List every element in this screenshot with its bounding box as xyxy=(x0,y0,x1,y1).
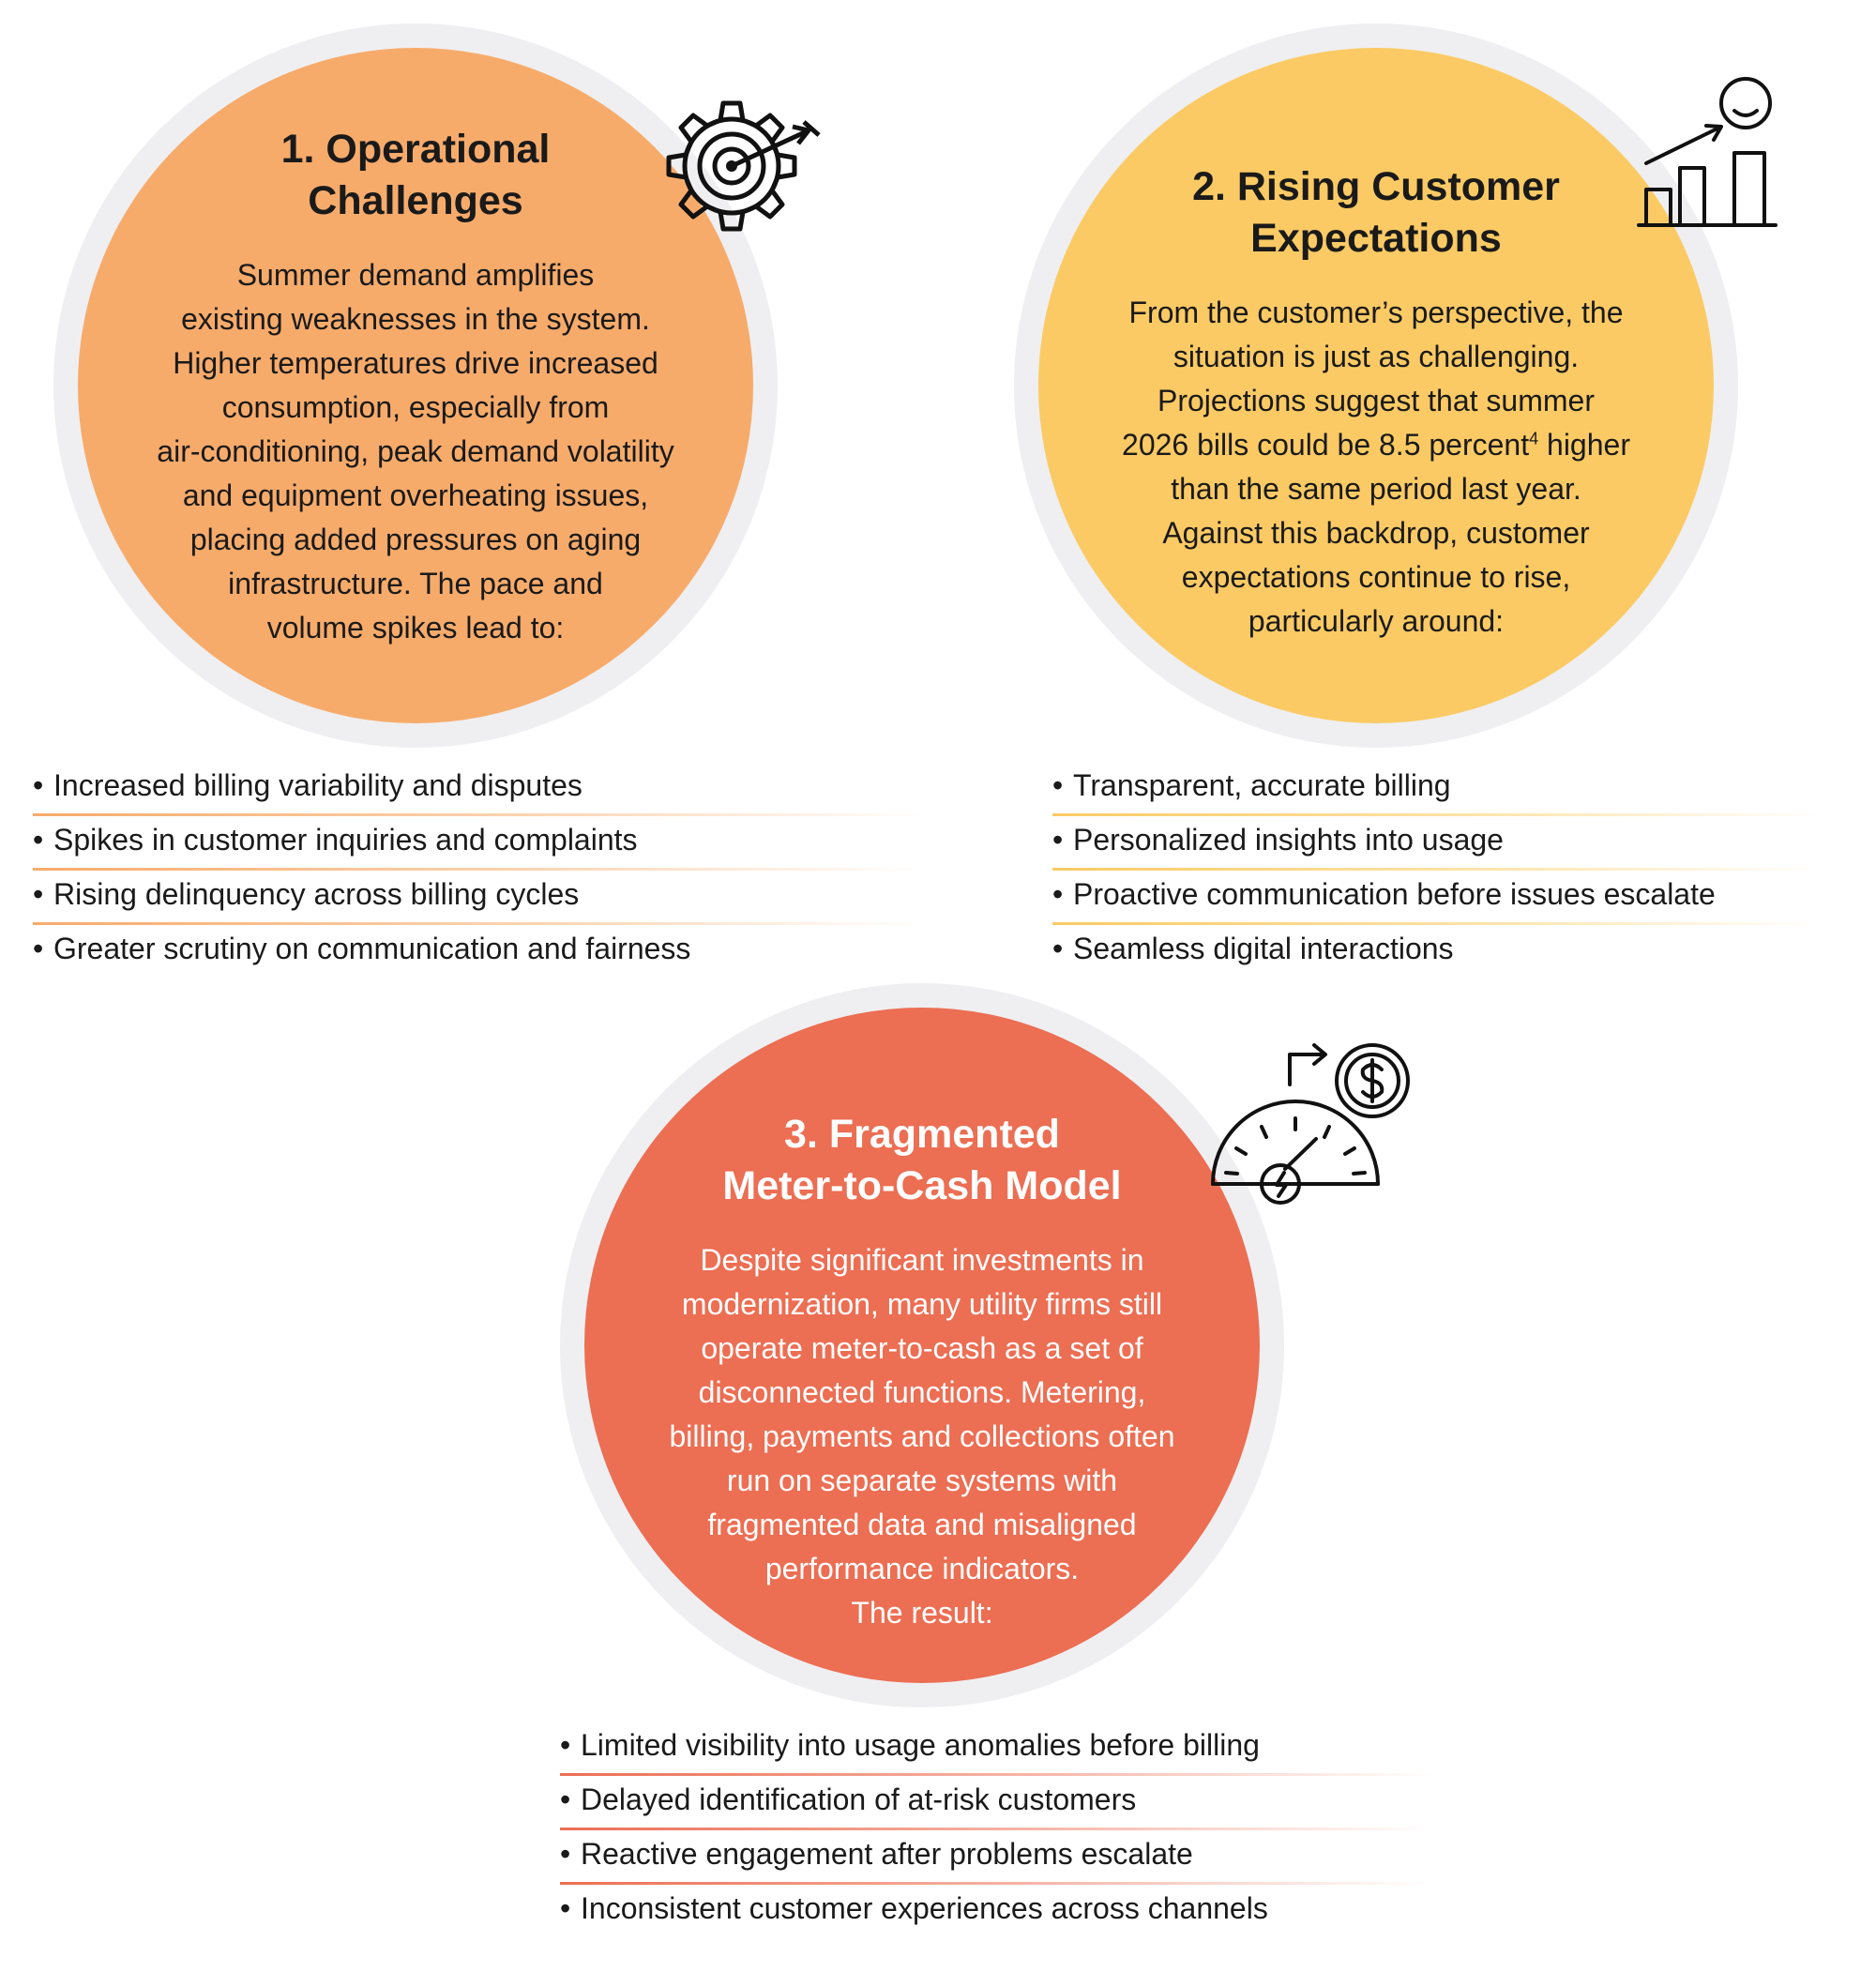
section-3-title xyxy=(594,1109,1250,1212)
section-1-body-line: placing added pressures on aging xyxy=(189,523,642,556)
list-item xyxy=(1052,816,1822,871)
list-item-text: Proactive communication before issues escalate xyxy=(1073,877,1716,911)
section-3-body-line: performance indicators. xyxy=(764,1552,1080,1585)
section-2-body-line: expectations continue to rise, xyxy=(1181,560,1571,594)
list-item xyxy=(33,762,924,816)
growth-chart-smiley-icon xyxy=(1637,75,1787,235)
list-item xyxy=(33,925,924,979)
section-1-bullets xyxy=(33,762,924,979)
section-1-body xyxy=(87,253,744,650)
section-1-body-line: infrastructure. The pace and xyxy=(228,567,603,600)
section-1-body-line: volume spikes lead to: xyxy=(266,611,565,645)
section-3-body-line: modernization, many utility firms still xyxy=(681,1287,1163,1321)
section-3-content xyxy=(594,1109,1250,1635)
list-item-text: Reactive engagement after problems escalate xyxy=(581,1837,1193,1871)
section-2-body-line: particularly around: xyxy=(1248,604,1505,638)
section-2-body-line-text: 2026 bills could be 8.5 percent xyxy=(1122,428,1530,462)
footnote-ref: 4 xyxy=(1529,429,1539,448)
section-2-body-line: situation is just as challenging. xyxy=(1172,340,1580,373)
section-3-body-line: billing, payments and collections often xyxy=(669,1419,1175,1453)
list-item xyxy=(33,816,924,871)
section-3-body-line: run on separate systems with xyxy=(726,1464,1118,1497)
list-item-text: Spikes in customer inquiries and complaints xyxy=(53,823,638,857)
list-item-text: Rising delinquency across billing cycles xyxy=(53,877,580,911)
section-1-body-line: Summer demand amplifies xyxy=(236,258,595,292)
section-2-body-line xyxy=(1048,423,1704,467)
section-2-content xyxy=(1048,161,1704,644)
list-item-text: Increased billing variability and disputes xyxy=(53,768,582,802)
list-item xyxy=(33,871,924,925)
section-1-body-line: and equipment overheating issues, xyxy=(182,478,649,512)
section-1-body-line: air-conditioning, peak demand volatility xyxy=(157,434,674,468)
section-1-body-line: Higher temperatures drive increased xyxy=(173,346,658,380)
list-item-text: Delayed identification of at-risk customers xyxy=(581,1782,1137,1816)
list-item xyxy=(1052,762,1822,816)
list-item xyxy=(560,1830,1432,1885)
meter-dollar-icon xyxy=(1205,1032,1421,1220)
section-3-body-line: disconnected functions. Metering, xyxy=(698,1375,1146,1409)
section-2-body-line: Projections suggest that summer xyxy=(1157,384,1595,417)
section-2-body xyxy=(1048,291,1704,644)
section-1-title-line: Challenges xyxy=(308,178,523,223)
gear-target-icon xyxy=(643,94,830,253)
section-3-body-line: The result: xyxy=(851,1596,993,1630)
list-item xyxy=(560,1885,1432,1939)
list-item-text: Seamless digital interactions xyxy=(1073,932,1454,965)
list-item xyxy=(1052,871,1822,925)
section-2-body-line: Against this backdrop, customer xyxy=(1162,516,1590,550)
section-2-title xyxy=(1048,161,1704,265)
list-item xyxy=(1052,925,1822,979)
section-2-title-line: Expectations xyxy=(1250,216,1502,261)
section-1-title-line: 1. Operational xyxy=(280,127,551,172)
list-item xyxy=(560,1722,1432,1776)
list-item-text: Inconsistent customer experiences across channels xyxy=(581,1891,1268,1925)
section-2-body-line: than the same period last year. xyxy=(1171,472,1581,506)
list-item-text: Personalized insights into usage xyxy=(1073,823,1504,857)
section-2-body-line-tail: higher xyxy=(1538,428,1630,462)
list-item-text: Greater scrutiny on communication and fairness xyxy=(53,932,691,965)
list-item-text: Transparent, accurate billing xyxy=(1073,768,1451,802)
section-1-body-line: consumption, especially from xyxy=(221,390,610,424)
list-item xyxy=(560,1776,1432,1830)
section-3-title-line: 3. Fragmented xyxy=(784,1112,1060,1157)
section-2-body-line: From the customer’s perspective, the xyxy=(1128,296,1624,329)
list-item-text: Limited visibility into usage anomalies before billing xyxy=(581,1728,1260,1762)
section-3-body-line: operate meter-to-cash as a set of xyxy=(701,1331,1143,1365)
section-3-body-line: fragmented data and misaligned xyxy=(707,1508,1137,1541)
section-3-body-line: Despite significant investments in xyxy=(700,1243,1144,1277)
section-2-bullets xyxy=(1052,762,1822,979)
section-3-body xyxy=(594,1238,1250,1635)
section-3-title-line: Meter-to-Cash Model xyxy=(722,1163,1122,1208)
section-1-body-line: existing weaknesses in the system. xyxy=(181,302,650,336)
section-3-bullets xyxy=(560,1722,1432,1939)
section-2-title-line: 2. Rising Customer xyxy=(1192,164,1560,209)
